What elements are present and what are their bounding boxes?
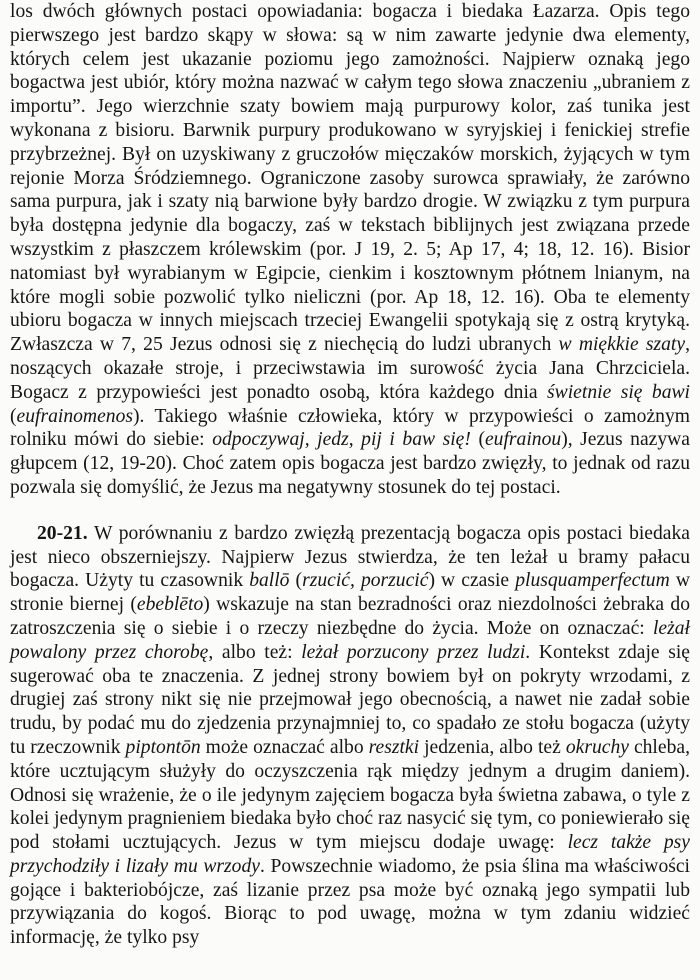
italic-phrase: okruchy xyxy=(565,736,629,758)
text-run: . Powszechnie wiadomo, że psia ślina ma właściwości gojące i bakteriobójcze, zaś lizanie przez psa może być oznaką jego sympatii lub przywiązania do kogoś. Biorąc to pod uwagę, można w tym zdaniu widzieć informację, że tylko psy xyxy=(10,855,691,949)
italic-phrase: lecz także psy przychodziły i lizały mu wrzody xyxy=(10,832,691,877)
text-run: ( xyxy=(10,405,17,427)
paragraph-gap xyxy=(10,500,690,522)
italic-phrase: w miękkie szaty xyxy=(558,334,686,356)
text-run: . Kontekst zdaje się sugerować oba te znaczenia. Z jednej strony bowiem był on pokryty wrzodami, z drugiej zaś strony nikt się nie przejmował jego obecnością, a nawet nie zadał sobie trudu, by podać mu do zjedzenia przynajmniej to, co spadało ze stołu bogacza (użyty tu rzeczownik xyxy=(10,641,690,758)
text-run: ). Takiego właśnie człowieka, który w przypowieści o zamożnym rolniku mówi do siebie: xyxy=(10,405,690,451)
text-run: ) wskazuje na stan bezradności oraz niezdolności żebraka do zatroszczenia się o siebie i o rzeczy niezbędne do życia. Może on oznaczać: xyxy=(10,594,690,639)
paragraph-lazarus xyxy=(10,522,690,950)
italic-phrase: leżał powalony przez chorobę xyxy=(10,617,690,663)
italic-phrase: świetnie się bawi xyxy=(547,381,691,403)
verse-reference: 20-21. xyxy=(37,522,88,544)
italic-phrase: resztki xyxy=(368,736,420,758)
italic-phrase: ballō xyxy=(249,570,290,592)
text-run: chleba, które ucztującym służyły do oczyszczenia rąk między jednym a drugim daniem). Odnosi się wrażenie, że o ile jedynym zajęciem bogacza była świetna zabawa, o tyle z kolei jedynym pragnieniem biedaka było choć raz nasycić się tym, co poniewierało się pod stołami ucztujących. Jezus w tym miejscu dodaje uwagę: xyxy=(10,736,690,854)
italic-phrase: odpoczywaj, jedz, pij i baw się! xyxy=(212,429,471,451)
text-run: W porównaniu z bardzo zwięzłą prezentacją bogacza opis postaci biedaka jest nieco obszerniejszy. Najpierw Jezus stwierdza, że ten leżał u bramy pałacu bogacza. Użyty tu czasownik xyxy=(10,522,690,592)
text-run: los dwóch głównych postaci opowiadania: bogacza i biedaka Łazarza. Opis tego pierwszego jest bardzo skąpy w słowa: są w nim zawarte jedynie dwa elementy, których celem jest ukazanie poziomu jego zamożności. Najpierw oznaką jego bogactwa jest ubiór, który można nazwać w całym tego słowa znaczeniu „ubraniem z importu”. Jego wierzchnie szaty bowiem mają purpurowy kolor, zaś tunika jest wykonana z bisioru. Barwnik purpury produkowano w syryjskiej i fenickiej strefie przybrzeżnej. Był on uzyskiwany z gruczołów mięczaków morskich, żyjących w tym rejonie Morza Śródziemnego. Ograniczone zasoby surowca sprawiały, że zarówno sama purpura, jak i szaty nią barwione były bardzo drogie. W związku z tym purpura była dostępna jedynie dla bogaczy, zaś w tekstach biblijnych jest związana przede wszystkim z płaszczem królewskim (por. J 19, 2. 5; Ap 17, 4; 18, 12. 16). Bisior natomiast był wyrabianym w Egipcie, cienkim i kosztownym płótnem lnianym, na które mogli sobie pozwolić tylko nieliczni (por. Ap 18, 12. 16). Oba te elementy ubioru bogacza w innych miejscach trzeciej Ewangelii spotykają się z ostrą krytyką. Zwłaszcza w 7, 25 Jezus odnosi się z niechęcią do ludzi ubranych xyxy=(10,1,690,356)
text-run: ( xyxy=(289,570,303,592)
text-run: , noszących okazałe stroje, i przeciwstawia im surowość życia Jana Chrzciciela. Bogacz z przypowieści jest ponadto osobą, która każdego dnia xyxy=(10,334,690,403)
text-run: jedzenia, albo też xyxy=(419,736,566,758)
italic-phrase: eufrainomenos xyxy=(16,405,133,427)
text-run: , albo też: xyxy=(208,641,302,663)
text-run: może oznaczać albo xyxy=(200,736,369,758)
text-run: ) w czasie xyxy=(428,570,516,592)
italic-phrase: leżał porzucony przez ludzi xyxy=(301,641,526,663)
text-run: w stronie biernej ( xyxy=(10,570,690,616)
paragraph-rich-man xyxy=(10,0,690,500)
text-run: ( xyxy=(470,429,485,451)
italic-phrase: piptontōn xyxy=(125,736,201,758)
italic-phrase: ebeblēto xyxy=(136,594,204,616)
italic-phrase: rzucić, porzucić xyxy=(302,570,429,592)
italic-phrase: plusquamperfectum xyxy=(515,570,670,592)
text-run: ), Jezus nazywa głupcem (12, 19-20). Choć zatem opis bogacza jest bardzo zwięzły, to jednak od razu pozwala się domyślić, że Jezus ma negatywny stosunek do tej postaci. xyxy=(10,429,690,498)
italic-phrase: eufrainou xyxy=(484,429,562,451)
